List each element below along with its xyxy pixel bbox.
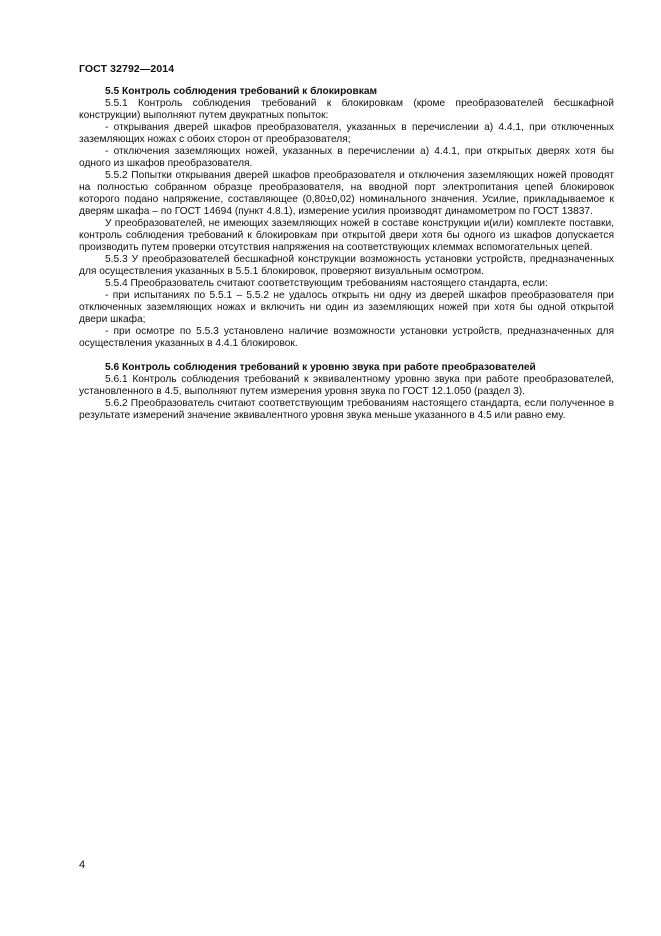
paragraph-5-6-2: 5.6.2 Преобразователь считают соответствующим требованиям настоящего стандарта, если полученное в результате измерений значение эквивалентного уровня звука меньше указанного в 4.5 или равно ему. bbox=[79, 398, 614, 421]
document-body bbox=[79, 86, 614, 422]
paragraph-5-5-2: 5.5.2 Попытки открывания дверей шкафов преобразователя и отключения заземляющих ножей проводят на полностью собранном образце преобразователя, на вводной порт электропитания цепей блокировок которого подано напряжение, составляющее (0,80±0,02) номинального значения. Усилие, прикладываемое к дверям шкафа – по ГОСТ 14694 (пункт 4.8.1), измерение усилия производят динамометром по ГОСТ 13837. bbox=[79, 170, 614, 217]
paragraph-5-5-1: 5.5.1 Контроль соблюдения требований к блокировкам (кроме преобразователей бесшкафной конструкции) выполняют путем двукратных попыток: bbox=[79, 98, 614, 121]
list-item-tests: - при испытаниях по 5.5.1 – 5.5.2 не удалось открыть ни одну из дверей шкафов преобразователя при отключенных заземляющих ножах и включить ни один из заземляющих ножей при хотя бы одной открытой двери шкафа; bbox=[79, 290, 614, 325]
list-item-inspection: - при осмотре по 5.5.3 установлено наличие возможности установки устройств, предназначенных для осуществления указанных в 4.4.1 блокировок. bbox=[79, 326, 614, 349]
list-item-doors: - открывания дверей шкафов преобразователя, указанных в перечислении а) 4.4.1, при отключенных заземляющих ножах с обоих сторон от преобразователя; bbox=[79, 122, 614, 145]
section-gap bbox=[79, 350, 614, 362]
list-item-knives: - отключения заземляющих ножей, указанных в перечислении а) 4.4.1, при открытых дверях хотя бы одного из шкафов преобразователя. bbox=[79, 146, 614, 169]
paragraph-5-5-4: 5.5.4 Преобразователь считают соответствующим требованиям настоящего стандарта, если: bbox=[105, 278, 548, 289]
section-heading-5-5: 5.5 Контроль соблюдения требований к блокировкам bbox=[105, 86, 378, 97]
page-number: 4 bbox=[79, 859, 86, 871]
paragraph-no-knives: У преобразователей, не имеющих заземляющих ножей в составе конструкции и(или) комплекте поставки, контроль соблюдения требований к блокировкам при открытой двери хотя бы одного из шкафов допускается производить путем проверки отсутствия напряжения на соответствующих клеммах вспомогательных цепей. bbox=[79, 218, 614, 253]
document-header: ГОСТ 32792—2014 bbox=[79, 63, 175, 75]
paragraph-5-6-1: 5.6.1 Контроль соблюдения требований к эквивалентному уровню звука при работе преобразователей, установленного в 4.5, выполняют путем измерения уровня звука по ГОСТ 12.1.050 (раздел 3). bbox=[79, 374, 614, 397]
paragraph-5-5-3: 5.5.3 У преобразователей бесшкафной конструкции возможность установки устройств, предназначенных для осуществления указанных в 5.5.1 блокировок, проверяют визуальным осмотром. bbox=[79, 254, 614, 277]
section-heading-5-6: 5.6 Контроль соблюдения требований к уровню звука при работе преобразователей bbox=[105, 362, 536, 373]
